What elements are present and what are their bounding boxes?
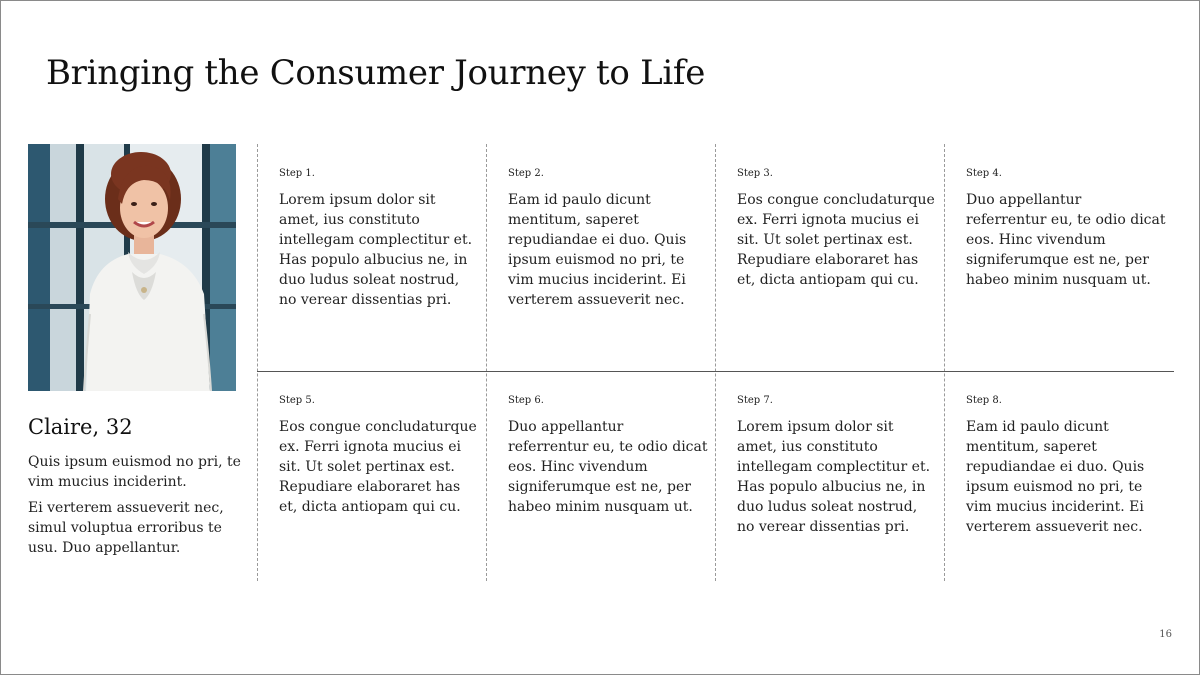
persona-photo xyxy=(28,144,236,391)
step-label: Step 2. xyxy=(508,168,544,179)
column-divider xyxy=(944,144,945,581)
step-text: Eos congue concludaturque ex. Ferri ignota mucius ei sit. Ut solet pertinax est. Repudiare elaboraret has et, dicta antiopam qui cu. xyxy=(737,192,935,288)
persona-name: Claire, 32 xyxy=(28,415,133,439)
column-divider xyxy=(486,144,487,581)
step-label: Step 3. xyxy=(737,168,773,179)
step-label: Step 4. xyxy=(966,168,1002,179)
step-cell xyxy=(966,167,1166,290)
persona-description: Ei verterem assueverit nec, simul voluptua erroribus te usu. Duo appellantur. xyxy=(28,500,224,556)
step-cell xyxy=(737,167,937,290)
step-label: Step 1. xyxy=(279,168,315,179)
step-text: Duo appellantur referrentur eu, te odio dicat eos. Hinc vivendum signiferumque est ne, per habeo minim nusquam ut. xyxy=(966,192,1166,288)
column-divider xyxy=(715,144,716,581)
persona-description: Quis ipsum euismod no pri, te vim mucius inciderint. xyxy=(28,454,241,490)
step-cell xyxy=(966,394,1166,537)
page-number: 16 xyxy=(1159,629,1172,640)
step-text: Eam id paulo dicunt mentitum, saperet repudiandae ei duo. Quis ipsum euismod no pri, te vim mucius inciderint. Ei verterem assueverit nec. xyxy=(966,419,1145,535)
step-text: Duo appellantur referrentur eu, te odio dicat eos. Hinc vivendum signiferumque est ne, per habeo minim nusquam ut. xyxy=(508,419,708,515)
step-label: Step 6. xyxy=(508,395,544,406)
step-label: Step 7. xyxy=(737,395,773,406)
step-cell xyxy=(508,167,708,310)
step-text: Lorem ipsum dolor sit amet, ius constituto intellegam complectitur et. Has populo albucius ne, in duo ludus soleat nostrud, no verear dissentias pri. xyxy=(279,192,473,308)
step-cell xyxy=(737,394,937,537)
step-label: Step 8. xyxy=(966,395,1002,406)
step-text: Lorem ipsum dolor sit amet, ius constituto intellegam complectitur et. Has populo albucius ne, in duo ludus soleat nostrud, no verear dissentias pri. xyxy=(737,419,931,535)
step-label: Step 5. xyxy=(279,395,315,406)
slide-title: Bringing the Consumer Journey to Life xyxy=(46,53,706,93)
step-text: Eos congue concludaturque ex. Ferri ignota mucius ei sit. Ut solet pertinax est. Repudiare elaboraret has et, dicta antiopam qui cu. xyxy=(279,419,477,515)
step-cell xyxy=(279,167,479,310)
column-divider xyxy=(257,144,258,581)
step-cell xyxy=(279,394,479,517)
row-divider xyxy=(257,371,1174,372)
step-text: Eam id paulo dicunt mentitum, saperet repudiandae ei duo. Quis ipsum euismod no pri, te vim mucius inciderint. Ei verterem assueverit nec. xyxy=(508,192,687,308)
step-cell xyxy=(508,394,708,517)
